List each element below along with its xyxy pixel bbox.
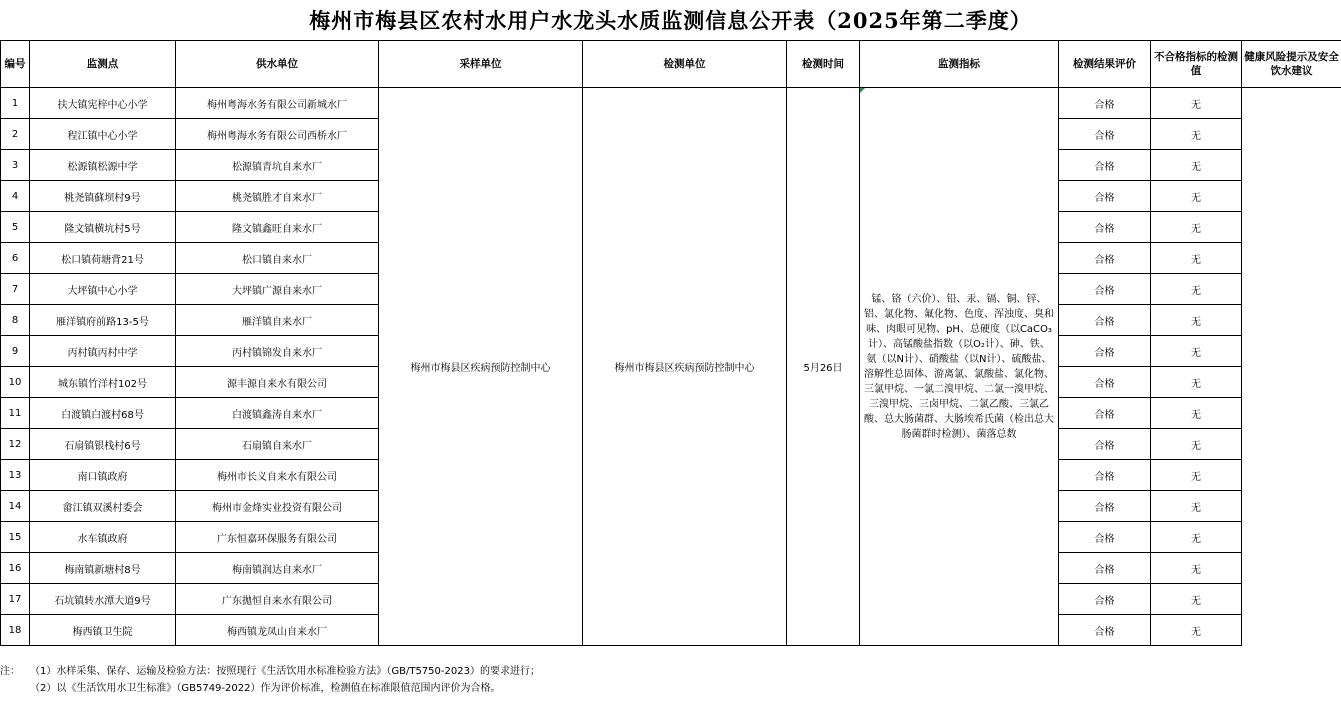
cell-point: 石扇镇银栈村6号 <box>30 429 176 460</box>
cell-result: 合格 <box>1059 119 1151 150</box>
cell-supplier: 梅州市金烽实业投资有限公司 <box>176 491 379 522</box>
cell-no: 17 <box>1 584 30 615</box>
cell-supplier: 广东恒嘉环保服务有限公司 <box>176 522 379 553</box>
monitoring-table <box>0 40 1341 646</box>
cell-sampler: 梅州市梅县区疾病预防控制中心 <box>379 88 583 646</box>
cell-point: 松源镇松源中学 <box>30 150 176 181</box>
table-body <box>1 88 1341 646</box>
cell-supplier: 梅州粤海水务有限公司西桥水厂 <box>176 119 379 150</box>
cell-comment-marker-icon <box>860 88 865 93</box>
cell-point: 丙村镇丙村中学 <box>30 336 176 367</box>
cell-no: 4 <box>1 181 30 212</box>
cell-result: 合格 <box>1059 553 1151 584</box>
cell-unqualified: 无 <box>1151 429 1242 460</box>
cell-result: 合格 <box>1059 305 1151 336</box>
cell-result: 合格 <box>1059 460 1151 491</box>
cell-no: 9 <box>1 336 30 367</box>
cell-point: 白渡镇白渡村68号 <box>30 398 176 429</box>
header-result: 检测结果评价 <box>1059 41 1151 88</box>
cell-tester: 梅州市梅县区疾病预防控制中心 <box>583 88 787 646</box>
notes <box>0 663 1341 697</box>
cell-result: 合格 <box>1059 584 1151 615</box>
cell-point: 梅西镇卫生院 <box>30 615 176 646</box>
cell-supplier: 大坪镇广源自来水厂 <box>176 274 379 305</box>
cell-result: 合格 <box>1059 212 1151 243</box>
cell-result: 合格 <box>1059 243 1151 274</box>
cell-point: 桃尧镇蘇坝村9号 <box>30 181 176 212</box>
cell-date: 5月26日 <box>787 88 860 646</box>
header-indicators: 监测指标 <box>860 41 1059 88</box>
cell-unqualified: 无 <box>1151 212 1242 243</box>
cell-no: 14 <box>1 491 30 522</box>
header-tester: 检测单位 <box>583 41 787 88</box>
cell-point: 水车镇政府 <box>30 522 176 553</box>
cell-no: 13 <box>1 460 30 491</box>
cell-no: 15 <box>1 522 30 553</box>
cell-result: 合格 <box>1059 429 1151 460</box>
cell-no: 6 <box>1 243 30 274</box>
cell-result: 合格 <box>1059 522 1151 553</box>
cell-advice <box>1242 88 1341 646</box>
cell-point: 松口镇荷塘背21号 <box>30 243 176 274</box>
cell-point: 畲江镇双溪村委会 <box>30 491 176 522</box>
cell-unqualified: 无 <box>1151 274 1242 305</box>
header-point: 监测点 <box>30 41 176 88</box>
cell-no: 8 <box>1 305 30 336</box>
cell-point: 大坪镇中心小学 <box>30 274 176 305</box>
cell-unqualified: 无 <box>1151 119 1242 150</box>
header-advice: 健康风险提示及安全饮水建议 <box>1242 41 1341 88</box>
cell-no: 2 <box>1 119 30 150</box>
table-row <box>1 88 1341 119</box>
cell-unqualified: 无 <box>1151 491 1242 522</box>
cell-result: 合格 <box>1059 88 1151 119</box>
cell-unqualified: 无 <box>1151 460 1242 491</box>
cell-no: 5 <box>1 212 30 243</box>
cell-supplier: 梅南镇润达自来水厂 <box>176 553 379 584</box>
cell-no: 10 <box>1 367 30 398</box>
cell-supplier: 丙村镇锦发自来水厂 <box>176 336 379 367</box>
header-no: 编号 <box>1 41 30 88</box>
cell-supplier: 白渡镇鑫涛自来水厂 <box>176 398 379 429</box>
cell-unqualified: 无 <box>1151 305 1242 336</box>
cell-unqualified: 无 <box>1151 150 1242 181</box>
cell-no: 3 <box>1 150 30 181</box>
cell-result: 合格 <box>1059 150 1151 181</box>
header-row <box>1 41 1341 88</box>
cell-point: 梅南镇新塘村8号 <box>30 553 176 584</box>
cell-point: 雁洋镇府前路13-5号 <box>30 305 176 336</box>
cell-supplier: 源丰源自来水有限公司 <box>176 367 379 398</box>
cell-indicators: 锰、铬（六价）、铅、汞、镉、铜、锌、铝、氯化物、氟化物、色度、浑浊度、臭和味、肉眼可见物、pH、总硬度（以CaCO₃计）、高锰酸盐指数（以O₂计）、砷、铁、氨（以N计）、硝酸盐（以N计）、硫酸盐、溶解性总固体、游离氯、氯酸盐、氯化物、三氯甲烷、一氯二溴甲烷、二氯一溴甲烷、三溴甲烷、三卤甲烷、二氯乙酸、三氯乙酸、总大肠菌群、大肠埃希氏菌（检出总大肠菌群时检测）、菌落总数 <box>860 88 1059 646</box>
cell-unqualified: 无 <box>1151 522 1242 553</box>
note-text-1: （1）水样采集、保存、运输及检验方法：按照现行《生活饮用水标准检验方法》（GB/T5750-2023）的要求进行； <box>30 666 540 677</box>
header-supplier: 供水单位 <box>176 41 379 88</box>
note-text-2: （2）以《生活饮用水卫生标准》（GB5749-2022）作为评价标准，检测值在标准限值范围内评价为合格。 <box>30 683 501 694</box>
cell-unqualified: 无 <box>1151 336 1242 367</box>
note-line-2 <box>0 680 1341 697</box>
cell-supplier: 石扇镇自来水厂 <box>176 429 379 460</box>
cell-unqualified: 无 <box>1151 367 1242 398</box>
cell-result: 合格 <box>1059 336 1151 367</box>
header-unqualified: 不合格指标的检测值 <box>1151 41 1242 88</box>
cell-supplier: 梅州市长义自来水有限公司 <box>176 460 379 491</box>
cell-point: 石坑镇转水潭大道9号 <box>30 584 176 615</box>
cell-no: 18 <box>1 615 30 646</box>
cell-supplier: 广东拋恒自来水有限公司 <box>176 584 379 615</box>
cell-result: 合格 <box>1059 274 1151 305</box>
header-date: 检测时间 <box>787 41 860 88</box>
cell-supplier: 桃尧镇胜才自来水厂 <box>176 181 379 212</box>
cell-supplier: 松口镇自来水厂 <box>176 243 379 274</box>
cell-no: 12 <box>1 429 30 460</box>
cell-result: 合格 <box>1059 398 1151 429</box>
cell-no: 1 <box>1 88 30 119</box>
header-sampler: 采样单位 <box>379 41 583 88</box>
cell-unqualified: 无 <box>1151 243 1242 274</box>
cell-result: 合格 <box>1059 491 1151 522</box>
cell-unqualified: 无 <box>1151 398 1242 429</box>
cell-result: 合格 <box>1059 615 1151 646</box>
cell-supplier: 雁洋镇自来水厂 <box>176 305 379 336</box>
cell-unqualified: 无 <box>1151 553 1242 584</box>
cell-unqualified: 无 <box>1151 181 1242 212</box>
cell-supplier: 梅西镇龙凤山自来水厂 <box>176 615 379 646</box>
cell-supplier: 梅州粤海水务有限公司新城水厂 <box>176 88 379 119</box>
page-title: 梅州市梅县区农村水用户水龙头水质监测信息公开表（2025年第二季度） <box>309 8 1032 33</box>
cell-supplier: 隆文镇鑫旺自来水厂 <box>176 212 379 243</box>
cell-unqualified: 无 <box>1151 584 1242 615</box>
cell-point: 隆文镇横坑村5号 <box>30 212 176 243</box>
cell-no: 16 <box>1 553 30 584</box>
cell-no: 7 <box>1 274 30 305</box>
cell-no: 11 <box>1 398 30 429</box>
cell-point: 程江镇中心小学 <box>30 119 176 150</box>
cell-point: 城东镇竹洋村102号 <box>30 367 176 398</box>
cell-supplier: 松源镇青坑自来水厂 <box>176 150 379 181</box>
cell-point: 扶大镇宪梓中心小学 <box>30 88 176 119</box>
note-lead: 注： <box>0 666 20 677</box>
cell-result: 合格 <box>1059 181 1151 212</box>
cell-unqualified: 无 <box>1151 615 1242 646</box>
note-line-1 <box>0 663 1341 680</box>
cell-result: 合格 <box>1059 367 1151 398</box>
cell-unqualified: 无 <box>1151 88 1242 119</box>
cell-point: 南口镇政府 <box>30 460 176 491</box>
